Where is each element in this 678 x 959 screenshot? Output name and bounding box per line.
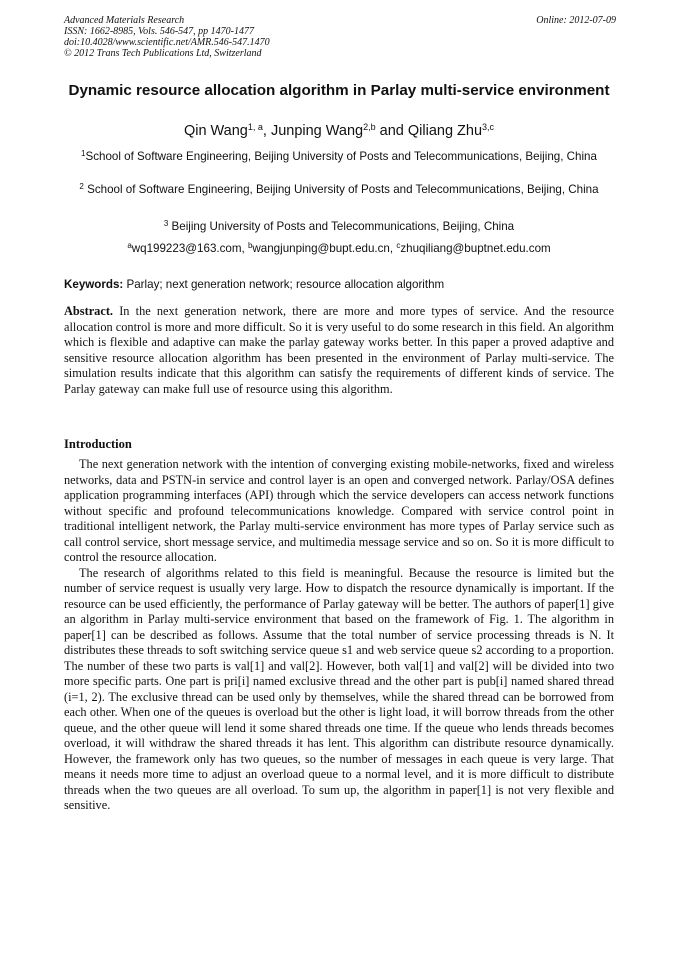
journal-header (64, 15, 616, 59)
email-text: wq199223@163.com, (131, 242, 248, 255)
affiliation-mark: 3 (163, 219, 169, 228)
author-affiliation-mark: 2,b (363, 122, 376, 132)
author-separator: and (375, 123, 408, 139)
author-separator: , (262, 123, 271, 139)
affiliation-mark: 2 (79, 182, 84, 191)
email-mark: b (247, 241, 253, 250)
affiliation-2 (64, 182, 614, 198)
abstract-text: In the next generation network, there are more and more types of service. And the resource allocation control is more and more difficult. So it is very useful to do some research in this field. An algorithm which is flexible and adaptive can make the parlay gateway works better. In this paper a proved adaptive and sensitive resource allocation algorithm has been presented in the environment of Parlay multi-service. The simulation results indicate that this algorithm can satisfy the requirements of different kinds of service. The Parlay gateway can make full use of resource using this algorithm. (64, 304, 614, 396)
affiliation-text: School of Software Engineering, Beijing University of Posts and Telecommunications, Beijing, China (85, 150, 597, 163)
paragraph: The research of algorithms related to this field is meaningful. Because the resource is limited but the number of service request is usually very large. How to dispatch the resource dynamically is important. If the resource can be used efficiently, the performance of Parlay gateway will be better. The authors of paper[1] give an algorithm in Parlay multi-service environment that based on the framework of Fig. 1. The algorithm in paper[1] can be described as follows. Assume that the total number of service processing threads is N. It distributes these threads to soft switching service queue s1 and web service queue s2 according to a proportion. The number of these two parts is val[1] and val[2]. However, both val[1] and val[2] will be divided into two more specific parts. One part is pri[i] named exclusive thread and the other part is pub[i] named shared thread (i=1, 2). The exclusive thread can be used only by themselves, while the shared thread can be borrowed from each other. When one of the queues is overload but the other is light load, it will borrow threads from the other queue, and the other queue will lend it some shared threads one time. If the queue who lends threads becomes overload, it will withdraw the shared threads it has lent. This algorithm can distribute resource dynamically. However, the framework only has two queues, so the number of messages in each queue is very large. That means it needs more time to adjust an overload queue to a normal level, and it is more difficult to distribute threads when the two queues are all overload. To sum up, the algorithm in paper[1] is not very flexible and sensitive. (64, 565, 614, 812)
author-affiliation-mark: 1, a (247, 122, 263, 132)
paper-title: Dynamic resource allocation algorithm in Parlay multi-service environment (68, 82, 610, 99)
affiliation-text: School of Software Engineering, Beijing University of Posts and Telecommunications, Beijing, China (83, 183, 599, 196)
email-list (64, 241, 614, 257)
journal-doi: doi:10.4028/www.scientific.net/AMR.546-547.1470 (64, 37, 270, 48)
author-affiliation-mark: 3,c (482, 122, 495, 132)
online-date: Online: 2012-07-09 (536, 15, 616, 26)
email-mark: c (396, 241, 401, 250)
email-text: zhuqiliang@buptnet.edu.com (400, 242, 551, 255)
journal-copyright: © 2012 Trans Tech Publications Ltd, Switzerland (64, 48, 262, 59)
journal-name: Advanced Materials Research (64, 15, 185, 26)
abstract (64, 304, 614, 397)
author-name: Qiliang Zhu (407, 123, 483, 139)
affiliation-text: Beijing University of Posts and Telecommunications, Beijing, China (168, 220, 515, 233)
email-text: wangjunping@bupt.edu.cn, (252, 242, 397, 255)
section-heading-introduction: Introduction (64, 437, 132, 451)
author-list (64, 122, 614, 140)
keywords-label: Keywords: (64, 278, 124, 291)
journal-issn: ISSN: 1662-8985, Vols. 546-547, pp 1470-1477 (64, 26, 254, 37)
author-name: Junping Wang (270, 123, 364, 139)
email-mark: a (127, 241, 132, 250)
affiliation-1 (64, 149, 614, 165)
author-name: Qin Wang (183, 123, 248, 139)
abstract-label: Abstract. (64, 304, 114, 318)
introduction-body (64, 457, 614, 814)
affiliation-mark: 1 (81, 149, 86, 158)
affiliation-3 (64, 219, 614, 235)
keywords (64, 277, 616, 292)
keywords-text: Parlay; next generation network; resource allocation algorithm (123, 278, 445, 291)
paragraph: The next generation network with the intention of converging existing mobile-networks, fixed and wireless networks, data and PSTN-in service and control layer is an open and converged network. Parlay/OSA defines application programming interfaces (API) through which the service developers can access network functions without specific and profound telecommunications knowledge. Compared with service control point in traditional intelligent network, the Parlay multi-service environment has more types of Parlay service such as call control service, short message service, and multimedia message service and so on. So it is more difficult to control the resource allocation. (64, 457, 614, 564)
